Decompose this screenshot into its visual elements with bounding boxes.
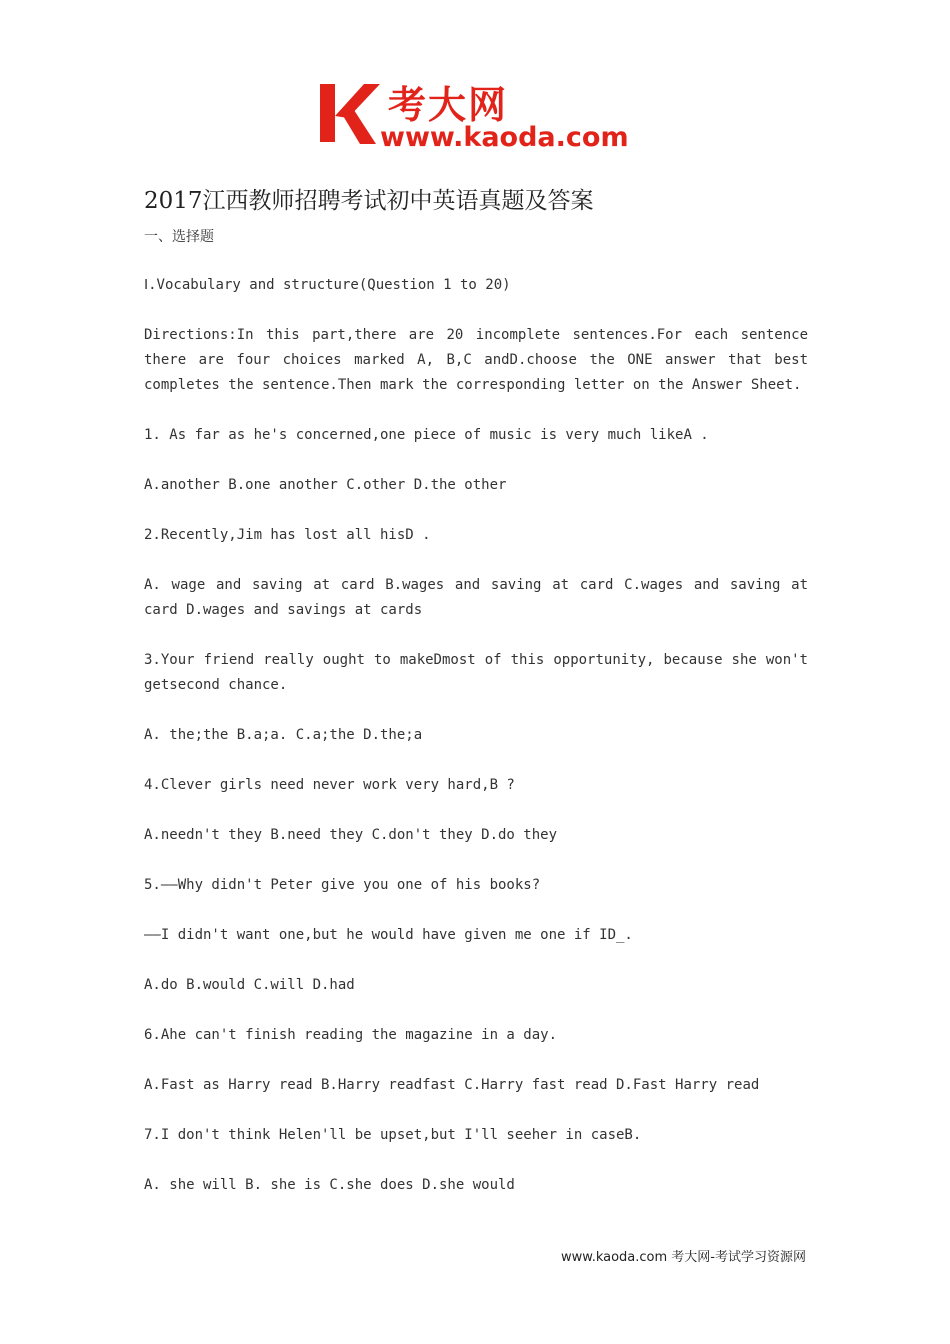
question-5-reply: ——I didn't want one,but he would have given me one if ID_. — [144, 927, 633, 943]
part-heading: Ⅰ.Vocabulary and structure(Question 1 to 20) — [144, 277, 511, 293]
question-7-options: A. she will B. she is C.she does D.she would — [144, 1177, 515, 1193]
document-body — [144, 273, 808, 1223]
question-3: 3.Your friend really ought to makeDmost of this opportunity, because she won't getsecond chance. — [144, 652, 808, 693]
section-heading: 一、选择题 — [144, 229, 214, 245]
question-1-options: A.another B.one another C.other D.the other — [144, 477, 507, 493]
question-2: 2.Recently,Jim has lost all hisD . — [144, 527, 431, 543]
question-4: 4.Clever girls need never work very hard,B ? — [144, 777, 515, 793]
logo-url: www.kaoda.com — [380, 122, 629, 153]
question-2-options: A. wage and saving at card B.wages and saving at card C.wages and saving at card D.wages and savings at cards — [144, 577, 808, 618]
question-4-options: A.needn't they B.need they C.don't they D.do they — [144, 827, 558, 843]
logo-brand-cn: 考大网 — [388, 83, 509, 127]
question-5: 5.——Why didn't Peter give you one of his books? — [144, 877, 541, 893]
directions-paragraph: Directions:In this part,there are 20 incomplete sentences.For each sentence there are four choices marked A, B,C andD.choose the ONE answer that best completes the sentence.Then mark the corresponding letter on the Answer Sheet. — [144, 327, 808, 393]
question-5-options: A.do B.would C.will D.had — [144, 977, 355, 993]
k-logo-icon — [318, 78, 382, 148]
document-title: 2017江西教师招聘考试初中英语真题及答案 — [144, 188, 594, 214]
kaoda-logo — [318, 78, 638, 158]
page-footer: www.kaoda.com 考大网-考试学习资源网 — [561, 1250, 806, 1265]
question-1: 1. As far as he's concerned,one piece of music is very much likeA . — [144, 427, 709, 443]
question-6: 6.Ahe can't finish reading the magazine in a day. — [144, 1027, 558, 1043]
question-7: 7.I don't think Helen'll be upset,but I'll seeher in caseB. — [144, 1127, 642, 1143]
question-3-options: A. the;the B.a;a. C.a;the D.the;a — [144, 727, 423, 743]
question-6-options: A.Fast as Harry read B.Harry readfast C.Harry fast read D.Fast Harry read — [144, 1077, 760, 1093]
